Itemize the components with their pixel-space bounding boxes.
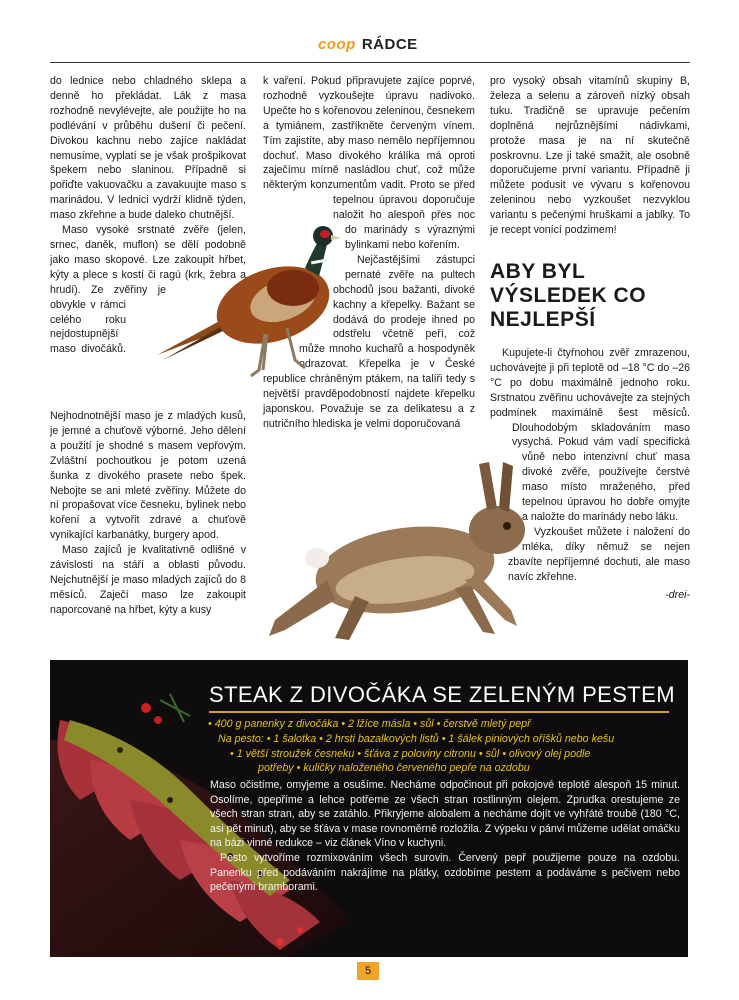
- ingredients-line: Na pesto: • 1 šalotka • 2 hrsti bazalkových listů • 1 šálek piniových oříšků nebo kešu: [218, 732, 615, 745]
- paragraph: do lednice nebo chladného sklepa a denně ho překládat. Lák z masa rozhodně nevylévejte, ale použijte ho na podlévání v průběhu dušení či pečení. Divokou kachnu nebo zajíce nakládat nemusíme, vyplatí se je však prošpikovat špekem nebo slaninou. Případně si pořiďte vakuovačku a zavakuujte maso s marinádou. V lednici vydrží klidně týden, maso zkřehne a bude daleko chutnější.: [50, 75, 246, 222]
- brand-logo: [318, 36, 418, 53]
- ingredients-line: • 400 g panenky z divočáka • 2 lžíce másla • sůl • čerstvě mletý pepř: [208, 718, 531, 730]
- paragraph: Pesto vytvoříme rozmixováním všech surovin. Červený pepř použijeme pouze na ozdobu. Panenku před podáváním nakrájíme na plátky, ozdobíme pestem a podáváme s pečivem nebo pečenými bramborami.: [210, 851, 680, 894]
- page-number: 5: [357, 962, 379, 980]
- section-name: RÁDCE: [361, 36, 418, 53]
- recipe-title: STEAK Z DIVOČÁKA SE ZELENÝM PESTEM: [209, 682, 675, 707]
- paragraph: Kupujete-li čtyřnohou zvěř zmrazenou, uchovávejte ji při teplotě od –18 °C do –26 °C po dobu maximálně jednoho roku. Srstnatou zvěřinu uchovávejte za stejných podmínek maximálně šest měsíců. Dlouhodobým skladováním maso vysychá. Pokud vám vadí specifická vůně nebo intenzivní chuť masa divoké zvěře, používejte čerstvé maso místo mraženého, před tepelnou úpravou ho dobře omyjte a naložte do marinády nebo láku.: [490, 346, 690, 523]
- header-rule: [50, 62, 690, 63]
- ingredients-line: potřeby • kuličky naloženého červeného pepře na ozdobu: [258, 762, 530, 775]
- coop-logo-text: coop: [318, 36, 356, 53]
- paragraph: Maso očistíme, omyjeme a osušíme. Necháme odpočinout při pokojové teplotě alespoň 15 minut. Osolíme, opepříme a lehce potřeme ze všech stran rostlinným olejem. Zprudka orestujeme ze všech stran stran, aby se zatáhlo. Přikryjeme alobalem a necháme dojít ve vyhřáté troubě (180 °C, asi pět minut), aby se šťáva v mase rovnoměrně rozložila. Z výpeku v pánvi můžeme udělat omáčku na bázi vinné redukce – viz článek Víno v kuchyni.: [210, 779, 680, 850]
- paragraph: k vaření. Pokud připravujete zajíce poprvé, rozhodně vyzkoušejte úpravu nadivoko. Upečte ho s kořenovou zeleninou, česnekem a tymiánem, zastříkněte červeným vínem. Tím zajistíte, aby maso nemělo nepříjemnou dochuť. Maso divokého králíka má oproti zaječímu mírně nasládlou chuť, což může některým konzumentům vadit. Proto se před tepelnou úpravou doporučuje naložit ho alespoň přes noc do marinády s výraznými bylinkami nebo kořením.: [263, 75, 475, 251]
- paragraph: Vyzkoušet můžete i naložení do mléka, díky němuž se nejen zbavíte nepříjemné dochuti, ale maso navíc zkřehne.: [508, 525, 690, 583]
- paragraph: Nejčastějšími zástupci pernaté zvěře na pultech obchodů jsou bažanti, divoké kachny a křepelky. Bažant se dodává do prodeje ihned po odstřelu včetně peří, což může mnoho kuchařů a hospodyněk odrazovat. Křepelka je v České republice chráněným ptákem, na talíři tedy s největší pravděpodobností najdete křepelku japonskou. Považuje se za delikatesu a z nutričního hlediska je velmi doporučovaná: [263, 253, 475, 430]
- ingredients-list: [208, 717, 683, 776]
- author-signature: -drei-: [665, 589, 690, 602]
- wrap-spacer: [490, 430, 512, 460]
- section-heading: ABY BYL VÝSLEDEK CO NEJLEPŠÍ: [490, 259, 647, 331]
- paragraph: Maso zajíců je kvalitativně odlišné v závislosti na stáří a oblasti původu. Nejchutnější je maso mladých zajíců do 8 měsíců. Zaječí maso lze zakoupit naporcované na hřbet, kýty a kusy: [50, 544, 246, 616]
- recipe-box: [50, 660, 688, 957]
- paragraph: Maso vysoké srstnaté zvěře (jelen, srnec, daněk, muflon) se dělí podobně jako maso skopové. Lze zakoupit hřbet, kýty a plece s kostí či ragú (krk, žebra a hrudí). Ze zvěřiny je obvykle v rámci celého roku nejdostupnější maso divočáků. Nejhodnotnější maso je z mladých kusů, je jemné a chuťově výborné. Jeho dělení a použití je shodné s masem vepřovým. Zvláštní pochoutkou je potom uzená šunka z divokého prasete nebo špek. Nebojte se ani mleté zvěřiny. Můžete do ní propašovat více česneku, bylinek nebo koření a vytvořit zdravé a chuťově vynikající karbanátky, burgery apod.: [50, 224, 246, 542]
- article-column-2: [263, 74, 475, 753]
- paragraph: pro vysoký obsah vitamínů skupiny B, železa a selenu a zároveň nízký obsah tuku. Tradičně se upravuje pečením doplněná nejrůznějšími nádivkami, protože masa je na ní skutečně poskrovnu. Lze ji také smažit, ale osobně doporučujeme první variantu. Případně ji můžete podusit ve vývaru s kořenovou zeleninou nebo vyzkoušet nezvyklou variantu s pečenými hruškami a jablky. To je recept vonící podzimem!: [490, 75, 690, 237]
- pheasant-illustration: [155, 210, 345, 380]
- ingredients-line: • 1 větší stroužek česneku • šťáva z poloviny citronu • sůl • olivový olej podle: [230, 747, 591, 760]
- title-underline: [209, 711, 669, 713]
- hare-illustration: [265, 460, 535, 645]
- recipe-instructions: [210, 778, 680, 895]
- page-header: [0, 0, 739, 64]
